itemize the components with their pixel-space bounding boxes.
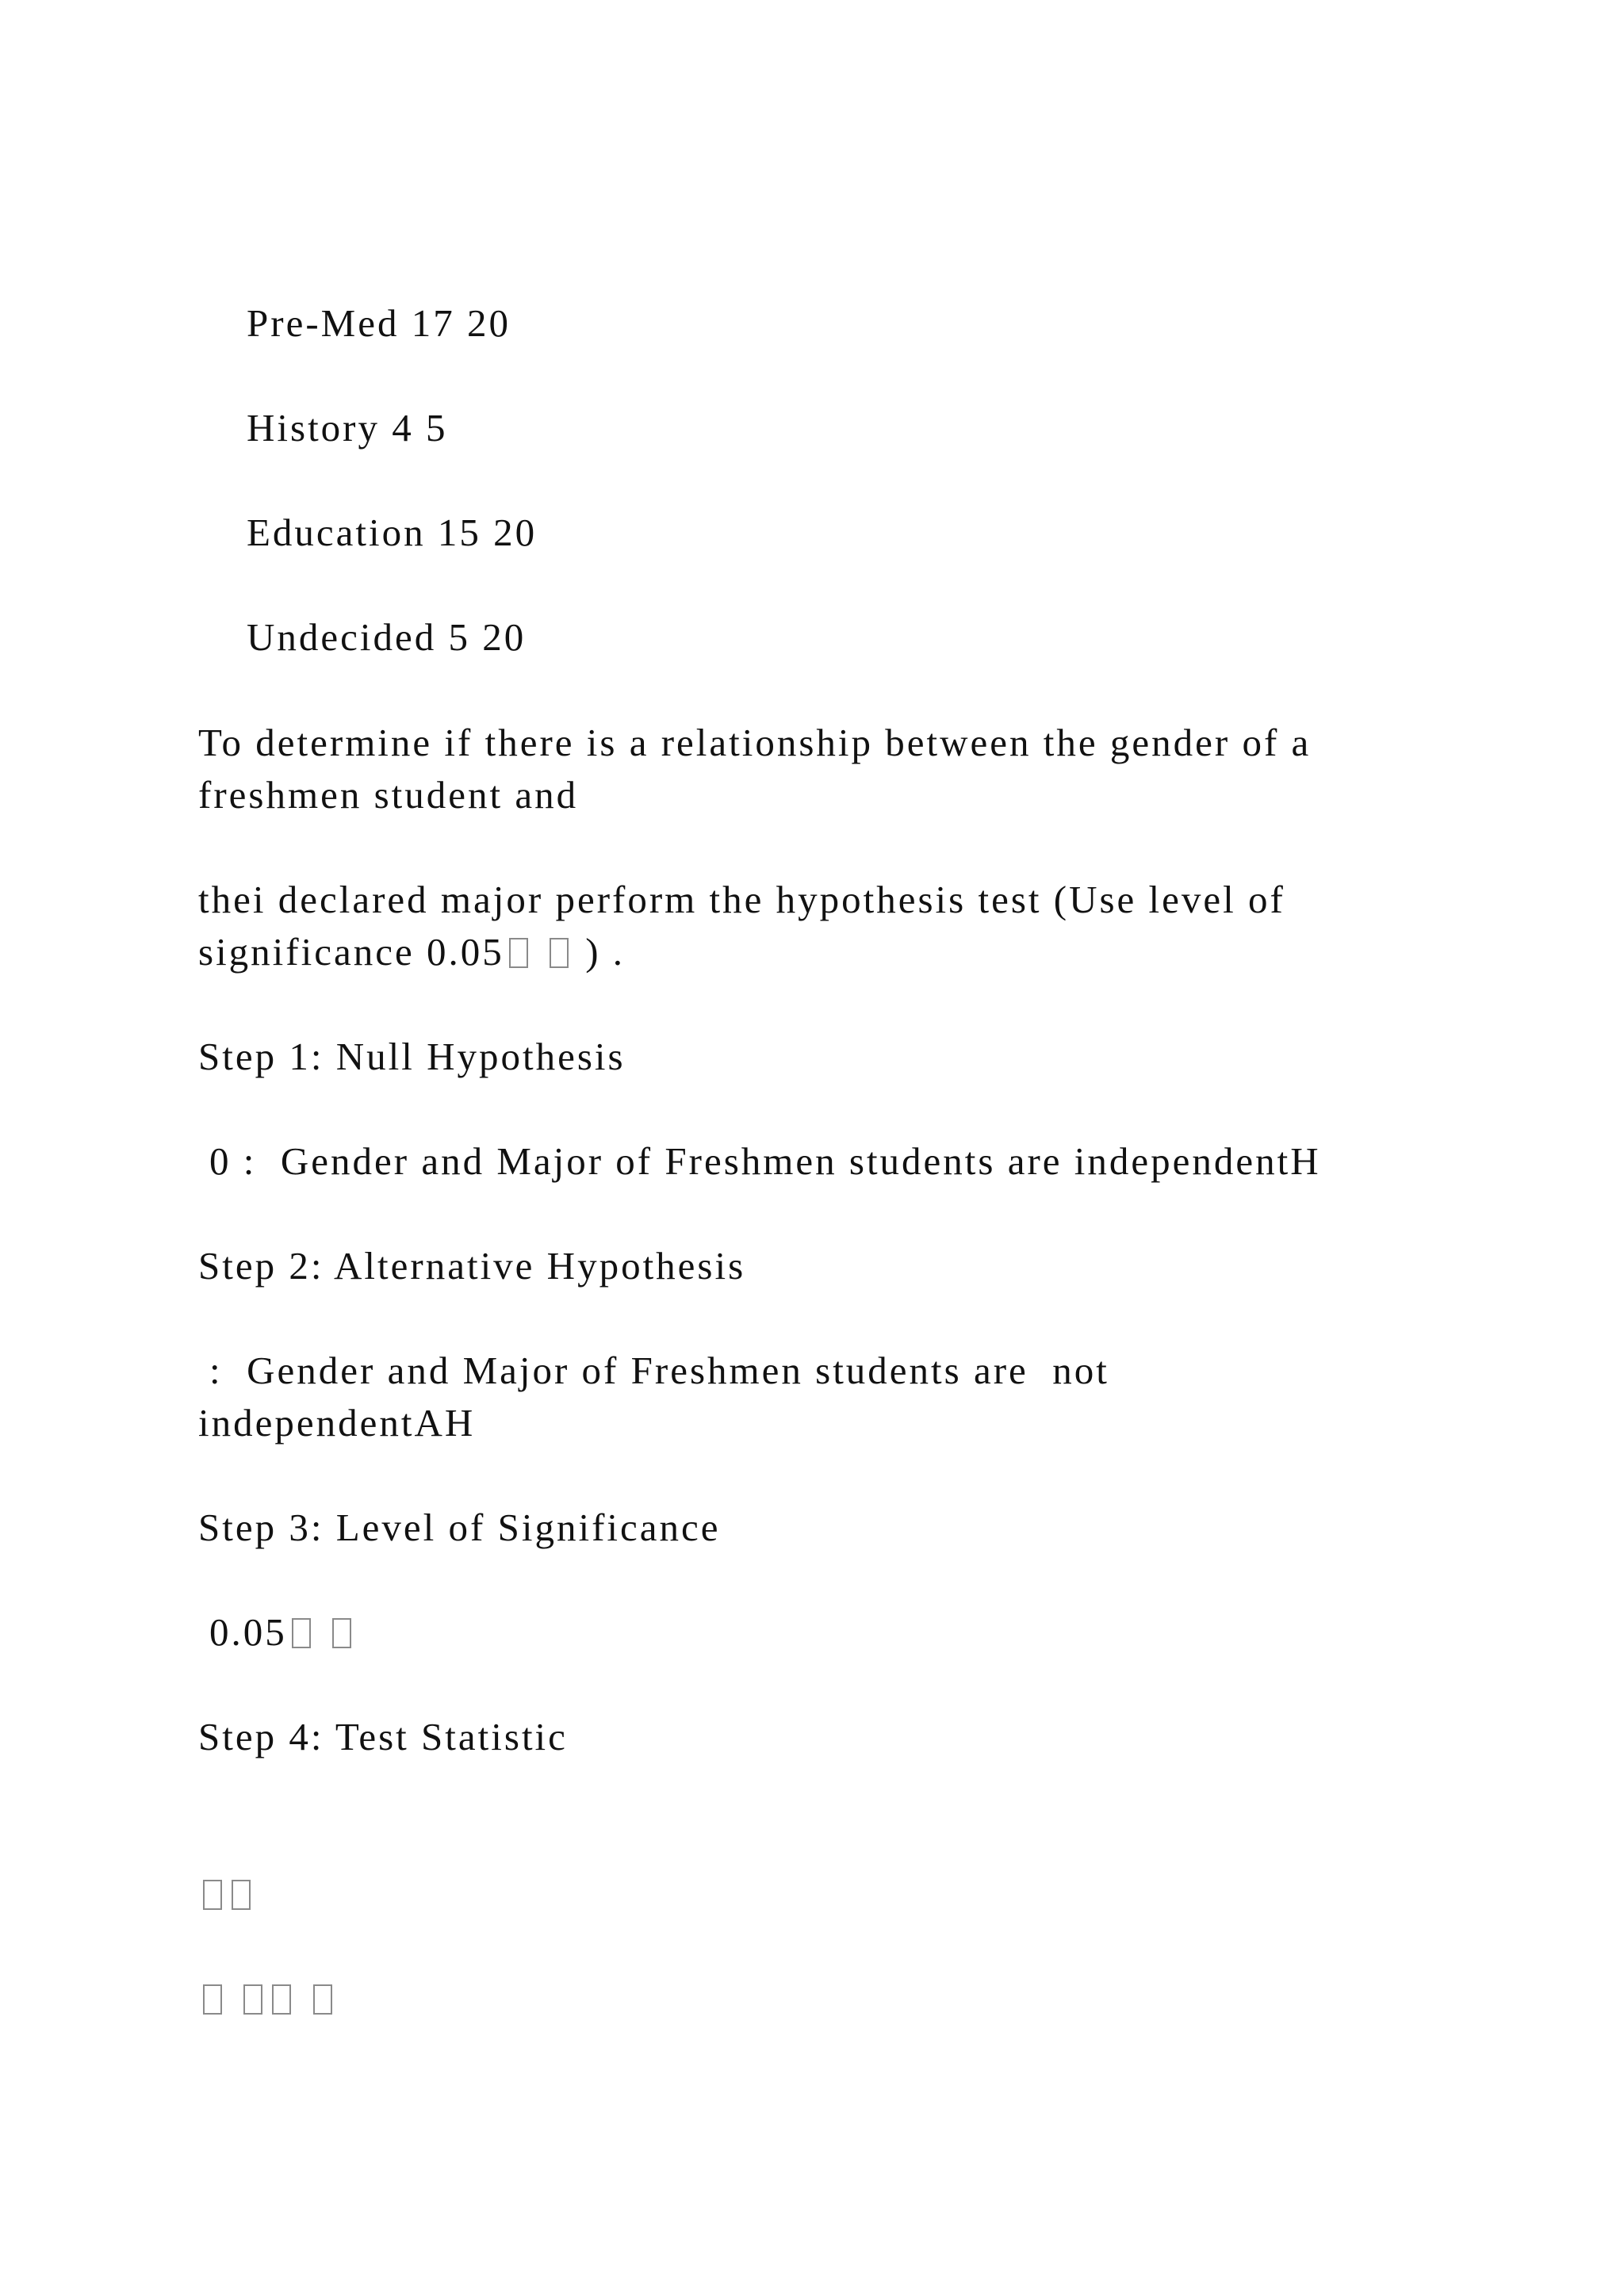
count-value: 17 bbox=[411, 301, 455, 345]
count-value: 15 bbox=[437, 511, 481, 554]
major-label: Undecided bbox=[247, 615, 437, 659]
missing-glyph-icon bbox=[313, 1984, 332, 2015]
count-value: 20 bbox=[482, 615, 527, 659]
missing-glyph-icon bbox=[232, 1880, 251, 1910]
table-row bbox=[198, 560, 526, 714]
intro-line-1: To determine if there is a relationship between the gender of a bbox=[198, 721, 1312, 764]
missing-glyph-icon bbox=[509, 938, 528, 968]
missing-glyph-icon bbox=[203, 1880, 222, 1910]
count-value: 5 bbox=[426, 406, 448, 450]
formula-line-2 bbox=[198, 1973, 337, 2024]
missing-glyph-icon bbox=[243, 1984, 262, 2015]
missing-glyph-icon bbox=[332, 1618, 351, 1648]
count-value: 20 bbox=[466, 301, 511, 345]
formula-line-1 bbox=[198, 1868, 255, 1919]
step3-heading: Step 3: Level of Significance bbox=[198, 1506, 721, 1549]
count-value: 4 bbox=[392, 406, 414, 450]
alt-hypothesis-line-1: : Gender and Major of Freshmen students are not bbox=[209, 1349, 1109, 1392]
missing-glyph-icon bbox=[292, 1618, 311, 1648]
significance-text: significance 0.05 bbox=[198, 930, 504, 974]
significance-value: 0.05 bbox=[209, 1610, 287, 1654]
missing-glyph-icon bbox=[272, 1984, 291, 2015]
intro-line-4 bbox=[198, 926, 625, 978]
major-label: Pre-Med bbox=[247, 301, 400, 345]
missing-glyph-icon bbox=[550, 938, 569, 968]
intro-line-3: thei declared major perform the hypothesis test (Use level of bbox=[198, 878, 1285, 921]
major-label: Education bbox=[247, 511, 426, 554]
significance-value-line bbox=[209, 1606, 356, 1658]
step4-heading: Step 4: Test Statistic bbox=[198, 1715, 568, 1758]
step2-heading: Step 2: Alternative Hypothesis bbox=[198, 1244, 746, 1288]
count-value: 5 bbox=[448, 615, 470, 659]
step1-heading: Step 1: Null Hypothesis bbox=[198, 1035, 626, 1078]
major-label: History bbox=[247, 406, 380, 450]
significance-suffix: ) . bbox=[573, 930, 626, 974]
count-value: 20 bbox=[493, 511, 538, 554]
null-hypothesis-statement: 0 : Gender and Major of Freshmen students are independentH bbox=[209, 1139, 1321, 1183]
intro-line-2: freshmen student and bbox=[198, 773, 579, 817]
missing-glyph-icon bbox=[203, 1984, 222, 2015]
alt-hypothesis-line-2: independentAH bbox=[198, 1401, 476, 1445]
